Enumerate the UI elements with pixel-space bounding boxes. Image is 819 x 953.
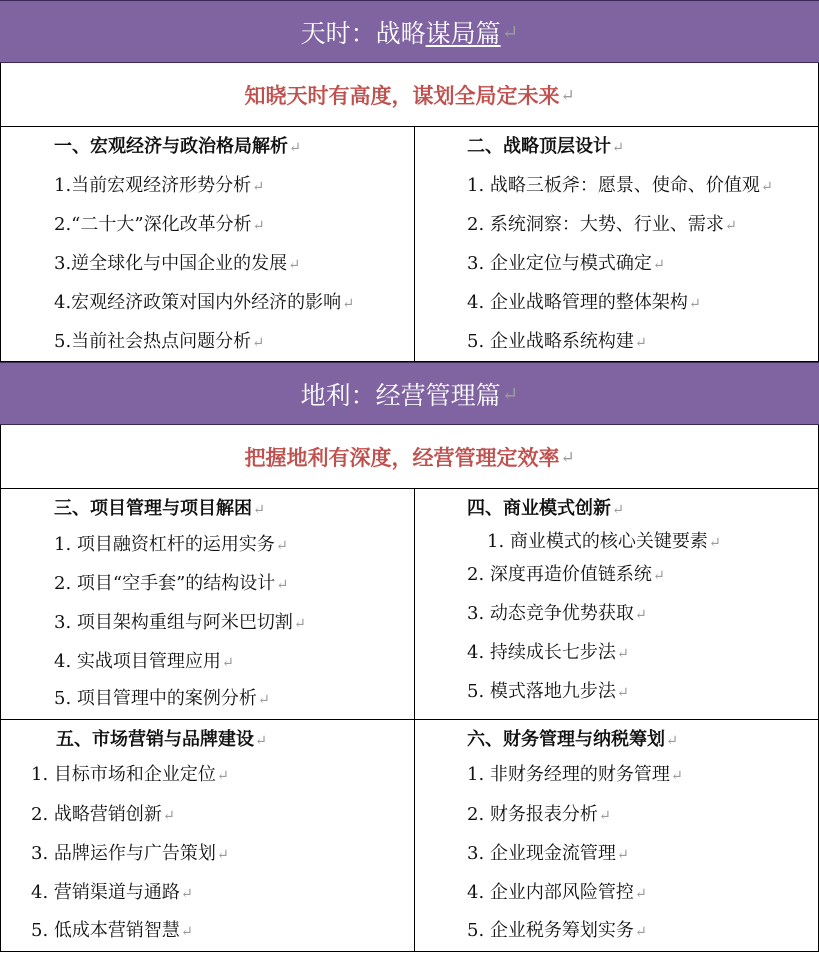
paragraph-mark-icon: ↵: [501, 19, 519, 44]
paragraph-mark-icon: ↵: [724, 218, 737, 234]
list-item: 4. 实战项目管理应用↵: [54, 651, 234, 672]
list-item: 1. 战略三板斧：愿景、使命、价值观↵: [467, 175, 773, 196]
paragraph-mark-icon: ↵: [255, 733, 268, 749]
section2-title: 地利：经营管理篇: [300, 380, 501, 410]
cell-heading: 五、市场营销与品牌建设↵: [56, 729, 268, 750]
paragraph-mark-icon: ↵: [216, 768, 229, 784]
paragraph-mark-icon: ↵: [708, 535, 721, 551]
list-item: 4.宏观经济政策对国内外经济的影响↵: [54, 292, 355, 313]
paragraph-mark-icon: ↵: [634, 607, 647, 623]
paragraph-mark-icon: ↵: [342, 296, 355, 312]
paragraph-mark-icon: ↵: [612, 502, 625, 518]
cell-heading: 四、商业模式创新↵: [467, 498, 625, 519]
list-item: 2. 项目“空手套”的结构设计↵: [54, 573, 289, 594]
paragraph-mark-icon: ↵: [634, 886, 647, 902]
paragraph-mark-icon: ↵: [652, 568, 665, 584]
cell-heading: 一、宏观经济与政治格局解析↵: [54, 136, 302, 157]
paragraph-mark-icon: ↵: [289, 140, 302, 156]
list-item: 5. 企业战略系统构建↵: [467, 331, 647, 352]
list-item: 3.逆全球化与中国企业的发展↵: [54, 253, 301, 274]
list-item: 3. 动态竞争优势获取↵: [467, 603, 647, 624]
list-item: 1.当前宏观经济形势分析↵: [54, 175, 265, 196]
paragraph-mark-icon: ↵: [688, 296, 701, 312]
paragraph-mark-icon: ↵: [162, 808, 175, 824]
section2-subtitle: 把握地利有深度，经营管理定效率: [244, 444, 560, 470]
paragraph-mark-icon: ↵: [760, 179, 773, 195]
list-item: 5. 低成本营销智慧↵: [31, 920, 193, 941]
paragraph-mark-icon: ↵: [560, 446, 575, 467]
paragraph-mark-icon: ↵: [216, 847, 229, 863]
paragraph-mark-icon: ↵: [180, 924, 193, 940]
list-item: 2. 财务报表分析↵: [467, 804, 611, 825]
paragraph-mark-icon: ↵: [634, 335, 647, 351]
paragraph-mark-icon: ↵: [252, 218, 265, 234]
paragraph-mark-icon: ↵: [560, 84, 575, 105]
paragraph-mark-icon: ↵: [616, 646, 629, 662]
list-item: 1. 非财务经理的财务管理↵: [467, 764, 683, 785]
list-item: 2. 战略营销创新↵: [31, 804, 175, 825]
list-item: 5.当前社会热点问题分析↵: [54, 331, 265, 352]
column-divider: [414, 127, 415, 361]
paragraph-mark-icon: ↵: [221, 655, 234, 671]
section1-course-grid: [0, 127, 819, 362]
list-item: 4. 持续成长七步法↵: [467, 642, 629, 663]
section1-subtitle: 知晓天时有高度，谋划全局定未来: [244, 82, 560, 108]
cell-heading: 六、财务管理与纳税筹划↵: [467, 729, 679, 750]
section1-title: 天时：战略谋局篇: [300, 18, 501, 48]
list-item: 2. 深度再造价值链系统↵: [467, 564, 665, 585]
cell-heading: 三、项目管理与项目解困↵: [54, 498, 266, 519]
paragraph-mark-icon: ↵: [501, 381, 519, 406]
list-item: 3. 品牌运作与广告策划↵: [31, 843, 229, 864]
paragraph-mark-icon: ↵: [276, 577, 289, 593]
list-item: 5. 模式落地九步法↵: [467, 681, 629, 702]
section2-course-grid-row1: [0, 489, 819, 720]
paragraph-mark-icon: ↵: [598, 808, 611, 824]
paragraph-mark-icon: ↵: [275, 538, 288, 554]
list-item: 2.“二十大”深化改革分析↵: [54, 214, 265, 235]
section2-course-grid-row2: [0, 720, 819, 952]
paragraph-mark-icon: ↵: [652, 257, 665, 273]
list-item: 5. 项目管理中的案例分析↵: [54, 688, 270, 709]
cell-heading: 二、战略顶层设计↵: [467, 136, 625, 157]
list-item: 4. 营销渠道与通路↵: [31, 882, 193, 903]
paragraph-mark-icon: ↵: [616, 847, 629, 863]
paragraph-mark-icon: ↵: [253, 502, 266, 518]
list-item: 3. 企业定位与模式确定↵: [467, 253, 665, 274]
list-item: 3. 企业现金流管理↵: [467, 843, 629, 864]
list-item: 1. 项目融资杠杆的运用实务↵: [54, 534, 288, 555]
list-item: 1. 商业模式的核心关键要素↵: [487, 531, 721, 552]
paragraph-mark-icon: ↵: [293, 616, 306, 632]
section1-title-band: [0, 0, 819, 63]
section1-subtitle-row: [0, 63, 819, 127]
list-item: 4. 企业战略管理的整体架构↵: [467, 292, 701, 313]
paragraph-mark-icon: ↵: [666, 733, 679, 749]
paragraph-mark-icon: ↵: [616, 685, 629, 701]
paragraph-mark-icon: ↵: [288, 257, 301, 273]
list-item: 2. 系统洞察：大势、行业、需求↵: [467, 214, 737, 235]
paragraph-mark-icon: ↵: [612, 140, 625, 156]
list-item: 1. 目标市场和企业定位↵: [31, 764, 229, 785]
column-divider: [414, 720, 415, 951]
paragraph-mark-icon: ↵: [257, 692, 270, 708]
paragraph-mark-icon: ↵: [634, 924, 647, 940]
list-item: 4. 企业内部风险管控↵: [467, 882, 647, 903]
list-item: 3. 项目架构重组与阿米巴切割↵: [54, 612, 306, 633]
paragraph-mark-icon: ↵: [670, 768, 683, 784]
paragraph-mark-icon: ↵: [252, 335, 265, 351]
column-divider: [414, 489, 415, 719]
paragraph-mark-icon: ↵: [180, 886, 193, 902]
paragraph-mark-icon: ↵: [252, 179, 265, 195]
section2-title-band: [0, 362, 819, 425]
section2-subtitle-row: [0, 425, 819, 489]
list-item: 5. 企业税务筹划实务↵: [467, 920, 647, 941]
